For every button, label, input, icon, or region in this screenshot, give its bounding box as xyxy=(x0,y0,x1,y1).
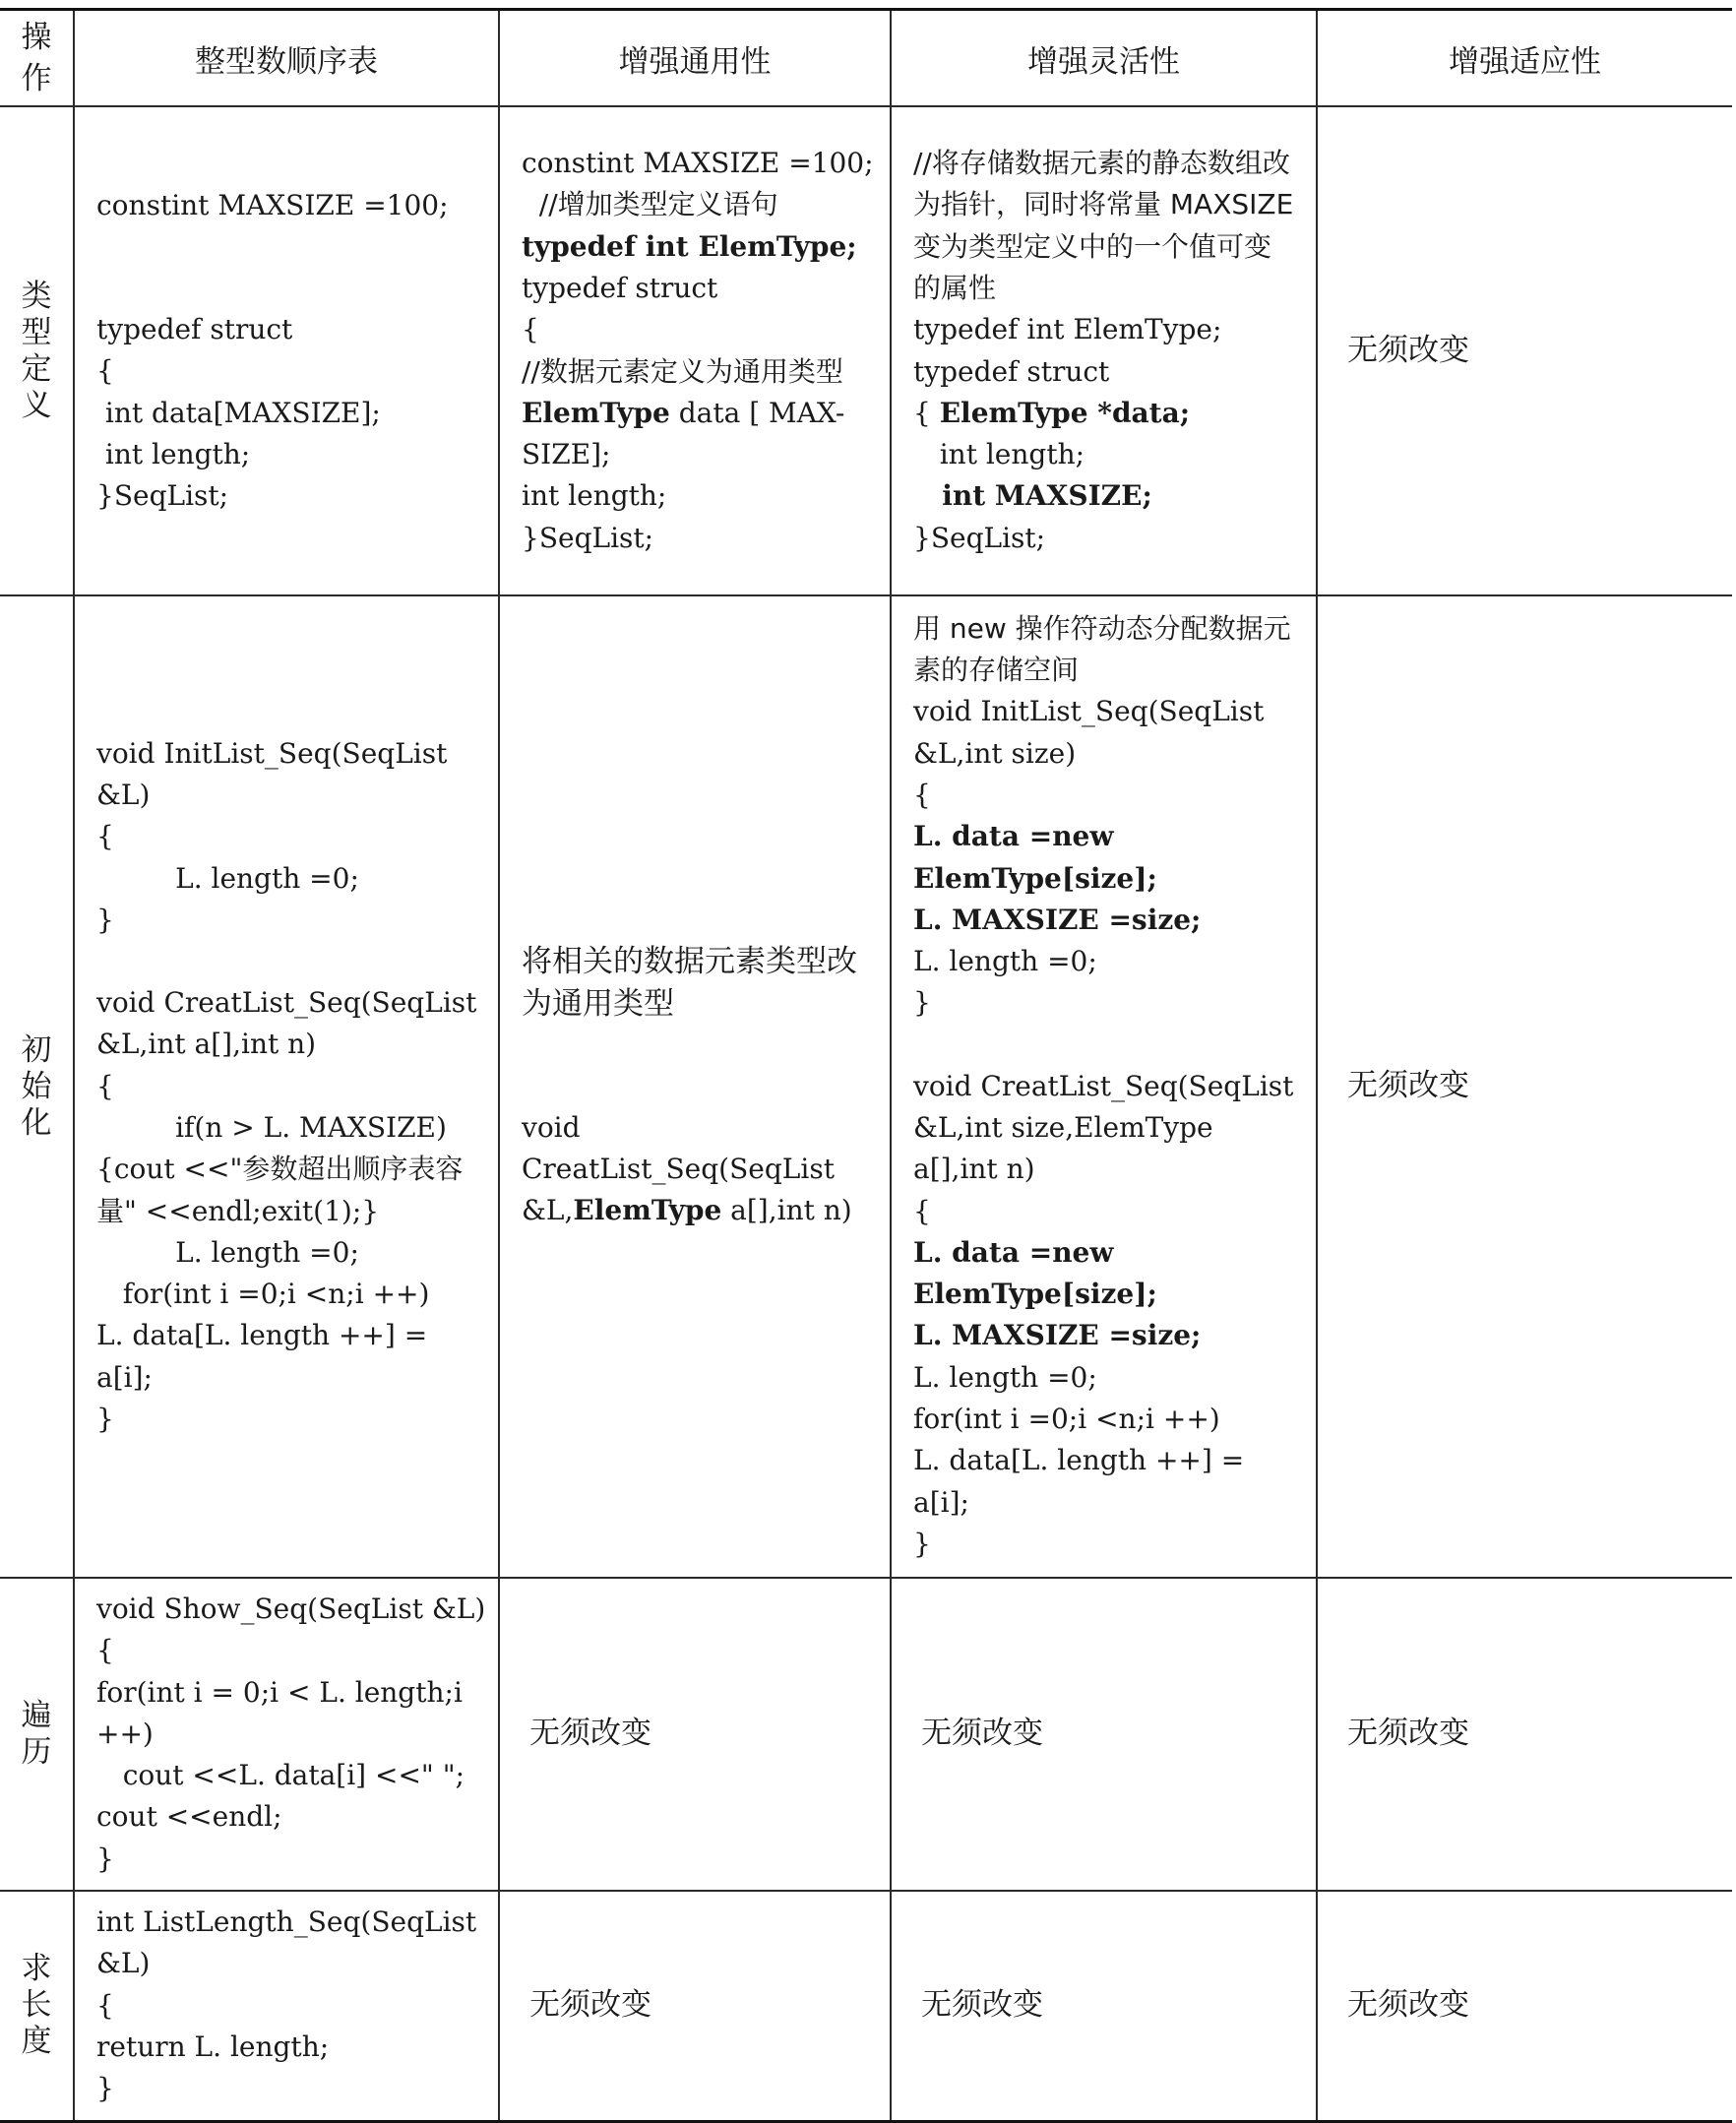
code-line: if(n > L. MAXSIZE) xyxy=(96,1111,447,1144)
code-line: } xyxy=(96,2072,114,2105)
code-line: } xyxy=(96,903,114,936)
code-line: constint MAXSIZE =100; xyxy=(522,147,874,180)
code-line xyxy=(913,393,1296,434)
header-op xyxy=(0,10,74,107)
cell-traverse-adaptive xyxy=(1317,1578,1732,1891)
code-line: int length; xyxy=(522,479,667,513)
no-change-text: 无须改变 xyxy=(1347,1987,1469,2024)
code-bold: ElemType xyxy=(573,1194,722,1227)
header-adaptive: 增强适应性 xyxy=(1317,10,1732,107)
code-line: L. MAXSIZE =size; xyxy=(913,903,1202,936)
code-line: L. length =0; xyxy=(913,1360,1097,1394)
comment-line: //将存储数据元素的静态数组改为指针，同时将常量 MAXSIZE 变为类型定义中的一个值可变的属性 xyxy=(913,147,1294,304)
row-type-def xyxy=(0,106,1732,595)
code-line: for(int i =0;i <n;i ++) xyxy=(913,1403,1220,1436)
code-line: void Show_Seq(SeqList &L) xyxy=(96,1592,486,1625)
code-line: int length; xyxy=(913,438,1085,471)
code-line: }SeqList; xyxy=(522,521,654,554)
op-length xyxy=(0,1891,74,2121)
cell-length-adaptive xyxy=(1317,1891,1732,2121)
code-line: }SeqList; xyxy=(913,521,1046,554)
cell-init-int-seq xyxy=(74,595,499,1578)
no-change-text: 无须改变 xyxy=(529,1987,651,2024)
cell-type-def-int-seq xyxy=(74,106,499,595)
no-change-text: 无须改变 xyxy=(921,1987,1043,2024)
comment-line: //数据元素定义为通用类型 xyxy=(522,354,843,388)
comparison-table xyxy=(0,8,1732,2123)
header-int-seq: 整型数顺序表 xyxy=(74,10,499,107)
code-line: } xyxy=(913,986,931,1020)
op-init-text: 初始化 xyxy=(21,1031,52,1141)
code-line: typedef struct xyxy=(913,354,1110,388)
cell-length-int-seq xyxy=(74,1891,499,2121)
code-line: L. data =new xyxy=(913,820,1114,853)
cell-init-flexible xyxy=(891,595,1317,1578)
row-traverse xyxy=(0,1578,1732,1891)
code-line: typedef struct xyxy=(522,271,718,304)
code-line: L. MAXSIZE =size; xyxy=(913,1319,1202,1352)
code-text: a[],int n) xyxy=(721,1194,852,1227)
row-length xyxy=(0,1891,1732,2121)
code-line: { xyxy=(96,1634,114,1667)
code-line: } xyxy=(96,1403,114,1436)
op-type-def xyxy=(0,106,74,595)
code-line: L. data[L. length ++] = a[i]; xyxy=(96,1319,428,1394)
code-line: void InitList_Seq(SeqList &L) xyxy=(96,736,448,811)
code-line: cout <<endl; xyxy=(96,1800,282,1834)
code-line: L. data =new xyxy=(913,1235,1114,1269)
code-line xyxy=(522,393,870,476)
no-change-text: 无须改变 xyxy=(529,1716,651,1752)
code-line: typedef struct xyxy=(96,312,293,345)
code-line: { xyxy=(96,1988,114,2022)
row-init xyxy=(0,595,1732,1578)
cell-traverse-int-seq xyxy=(74,1578,499,1891)
code-line: void CreatList_Seq(SeqList &L,int size,ElemType a[],int n) xyxy=(913,1069,1294,1186)
no-change-text: 无须改变 xyxy=(921,1716,1043,1752)
code-line: { xyxy=(96,354,114,388)
code-line: L. data[L. length ++] = a[i]; xyxy=(913,1444,1245,1519)
code-line: constint MAXSIZE =100; xyxy=(96,188,449,221)
code-text: void CreatList_Seq(SeqList &L, xyxy=(522,1110,835,1227)
cell-init-generic xyxy=(499,595,891,1578)
code-line xyxy=(522,1107,870,1232)
code-line: typedef int ElemType; xyxy=(913,313,1222,346)
op-init xyxy=(0,595,74,1578)
code-line: L. length =0; xyxy=(96,861,359,895)
header-generic: 增强通用性 xyxy=(499,10,891,107)
no-change-text: 无须改变 xyxy=(1347,332,1469,368)
cell-type-def-adaptive xyxy=(1317,106,1732,595)
code-bold: ElemType *data; xyxy=(939,396,1191,429)
code-line: { xyxy=(913,1194,931,1227)
cell-length-flexible xyxy=(891,1891,1317,2121)
code-bold: ElemType xyxy=(522,396,670,429)
code-line: void InitList_Seq(SeqList &L,int size) xyxy=(913,695,1265,770)
code-line: typedef int ElemType; xyxy=(522,229,857,263)
code-line: { xyxy=(913,778,931,811)
code-text: { xyxy=(913,396,940,429)
code-line: {cout <<"参数超出顺序表容量" <<endl;exit(1);} xyxy=(96,1153,464,1227)
description-text: 用 new 操作符动态分配数据元素的存储空间 xyxy=(913,611,1291,687)
no-change-text: 无须改变 xyxy=(1347,1716,1469,1752)
code-line: { xyxy=(96,1069,114,1102)
cell-traverse-generic xyxy=(499,1578,891,1891)
code-line: { xyxy=(96,820,114,853)
code-line: for(int i = 0;i < L. length;i ++) xyxy=(96,1675,463,1750)
code-line: L. length =0; xyxy=(913,945,1097,978)
code-line: ElemType[size]; xyxy=(913,861,1157,895)
code-line: int length; xyxy=(96,437,251,470)
op-type-def-text: 类型定义 xyxy=(21,278,52,423)
op-traverse-text: 遍历 xyxy=(21,1698,52,1771)
code-line: int MAXSIZE; xyxy=(913,479,1152,513)
op-traverse xyxy=(0,1578,74,1891)
code-line: ElemType[size]; xyxy=(913,1278,1157,1311)
code-line: void CreatList_Seq(SeqList &L,int a[],int n) xyxy=(96,986,477,1061)
cell-type-def-generic xyxy=(499,106,891,595)
cell-type-def-flexible xyxy=(891,106,1317,595)
cell-init-adaptive xyxy=(1317,595,1732,1578)
code-line: for(int i =0;i <n;i ++) xyxy=(96,1278,430,1311)
comment-line: //增加类型定义语句 xyxy=(522,188,778,221)
code-line: int ListLength_Seq(SeqList &L) xyxy=(96,1905,477,1980)
header-flexible: 增强灵活性 xyxy=(891,10,1317,107)
header-op-text: 操作 xyxy=(21,20,52,96)
code-line: { xyxy=(522,313,539,346)
no-change-text: 无须改变 xyxy=(1347,1068,1469,1104)
code-line: L. length =0; xyxy=(96,1235,359,1269)
description-text: 将相关的数据元素类型改为通用类型 xyxy=(522,944,857,1022)
cell-length-generic xyxy=(499,1891,891,2121)
code-line: return L. length; xyxy=(96,2029,330,2063)
op-length-text: 求长度 xyxy=(21,1951,52,2060)
code-line: }SeqList; xyxy=(96,479,229,513)
code-text: data [ MAX-SIZE]; xyxy=(522,396,845,471)
header-row xyxy=(0,10,1732,107)
code-line: cout <<L. data[i] <<" "; xyxy=(96,1759,465,1792)
code-line: } xyxy=(96,1842,114,1875)
code-line: int data[MAXSIZE]; xyxy=(96,396,381,429)
cell-traverse-flexible xyxy=(891,1578,1317,1891)
code-line: } xyxy=(913,1527,931,1560)
